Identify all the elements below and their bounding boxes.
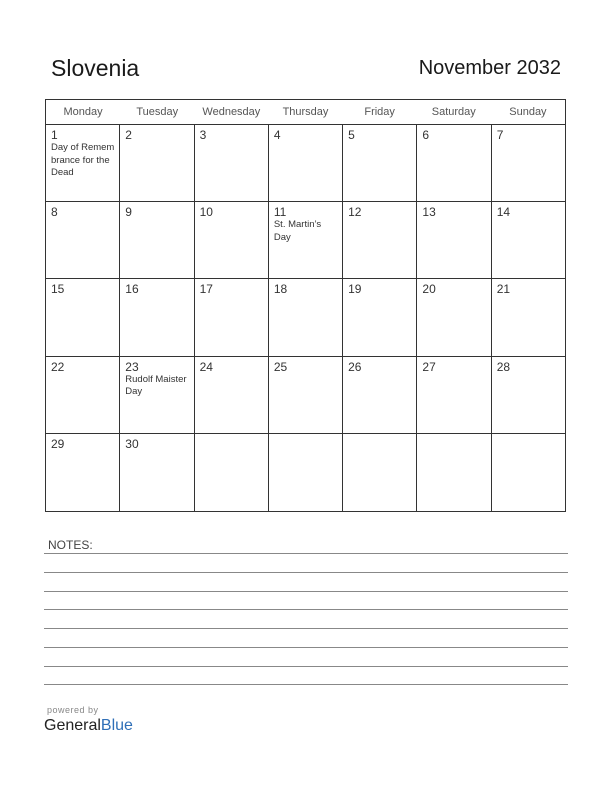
calendar-grid [45,99,566,512]
calendar-day [492,279,565,355]
day-number: 30 [125,436,139,451]
calendar-day [417,202,491,278]
calendar-day [46,434,120,511]
calendar-week [46,434,565,511]
day-number: 3 [199,128,207,142]
day-number: 18 [273,282,288,297]
weekday-label: Tuesday [136,106,179,118]
day-number: 6 [422,128,430,142]
day-number: 5 [348,128,355,142]
calendar-day [343,357,417,433]
day-number: 29 [51,436,65,451]
day-number: 9 [125,205,132,220]
day-number: 21 [496,282,511,297]
calendar-week [46,279,565,356]
calendar-day [195,125,269,201]
calendar-day [46,125,120,201]
weekday-label: Saturday [431,106,476,118]
day-number: 11 [273,205,287,220]
day-number: 24 [199,359,213,374]
day-number: 12 [348,205,362,220]
calendar-day [269,202,343,278]
day-number: 10 [199,205,213,220]
notes-line [44,591,568,592]
notes-line [44,609,568,610]
calendar-day [46,357,120,433]
day-number: 22 [51,359,65,374]
day-number: 4 [273,128,281,142]
calendar-day [269,357,343,433]
weekday-label: Sunday [509,106,547,118]
weekday-label: Wednesday [202,106,261,118]
calendar-week [46,125,565,202]
day-number: 2 [125,128,132,142]
calendar-day [492,125,565,201]
day-number: 7 [496,128,504,142]
calendar-day [343,202,417,278]
brand-general: General [44,717,101,734]
calendar-day [195,434,269,511]
calendar-day [269,279,343,355]
day-number: 27 [422,359,436,374]
day-number: 8 [51,205,58,220]
notes-line [44,647,568,648]
calendar-week [46,202,565,279]
weekday-label: Friday [364,106,395,118]
day-number: 15 [51,282,65,297]
notes-line [44,572,568,573]
calendar-day [46,279,120,355]
powered-by-text: powered by [47,705,99,715]
calendar-day [269,125,343,201]
calendar-day [269,434,343,511]
calendar-day [417,357,491,433]
calendar-day [120,434,194,511]
calendar-day [46,202,120,278]
brand-blue: Blue [100,717,133,734]
holiday-label: Day of Remembrance for the Dead [51,142,115,178]
notes-label: NOTES: [48,538,93,552]
notes-line [44,666,568,667]
calendar-day [417,434,491,511]
generalblue-logo [44,717,133,735]
calendar-day [195,279,269,355]
day-number: 23 [125,359,139,374]
calendar-week [46,357,565,434]
calendar-day [492,357,565,433]
notes-line [44,628,568,629]
day-number: 26 [348,359,362,374]
day-number: 17 [199,282,213,297]
day-number: 28 [496,359,511,374]
weekday-label: Thursday [282,106,329,118]
calendar-day [120,357,194,433]
calendar-day [417,125,491,201]
day-number: 14 [496,205,511,220]
calendar-day [195,202,269,278]
country-title: Slovenia [51,55,140,81]
notes-line [44,553,568,554]
calendar-day [492,434,565,511]
calendar-day [120,202,194,278]
calendar-day [120,125,194,201]
day-number: 16 [125,282,139,297]
calendar-day [343,434,417,511]
calendar-day [195,357,269,433]
calendar-day [343,279,417,355]
weekday-header [46,100,565,125]
holiday-label: St. Martin’s Day [273,219,322,243]
weekday-label: Monday [63,106,103,118]
calendar-day [343,125,417,201]
day-number: 25 [273,359,288,374]
calendar-day [120,279,194,355]
holiday-label: Rudolf Maister Day [125,373,187,398]
day-number: 1 [51,128,58,142]
calendar-day [417,279,491,355]
day-number: 20 [422,282,436,297]
month-title: November 2032 [418,57,561,79]
notes-line [44,684,568,685]
day-number: 19 [348,282,362,297]
calendar-day [492,202,565,278]
day-number: 13 [422,205,436,220]
